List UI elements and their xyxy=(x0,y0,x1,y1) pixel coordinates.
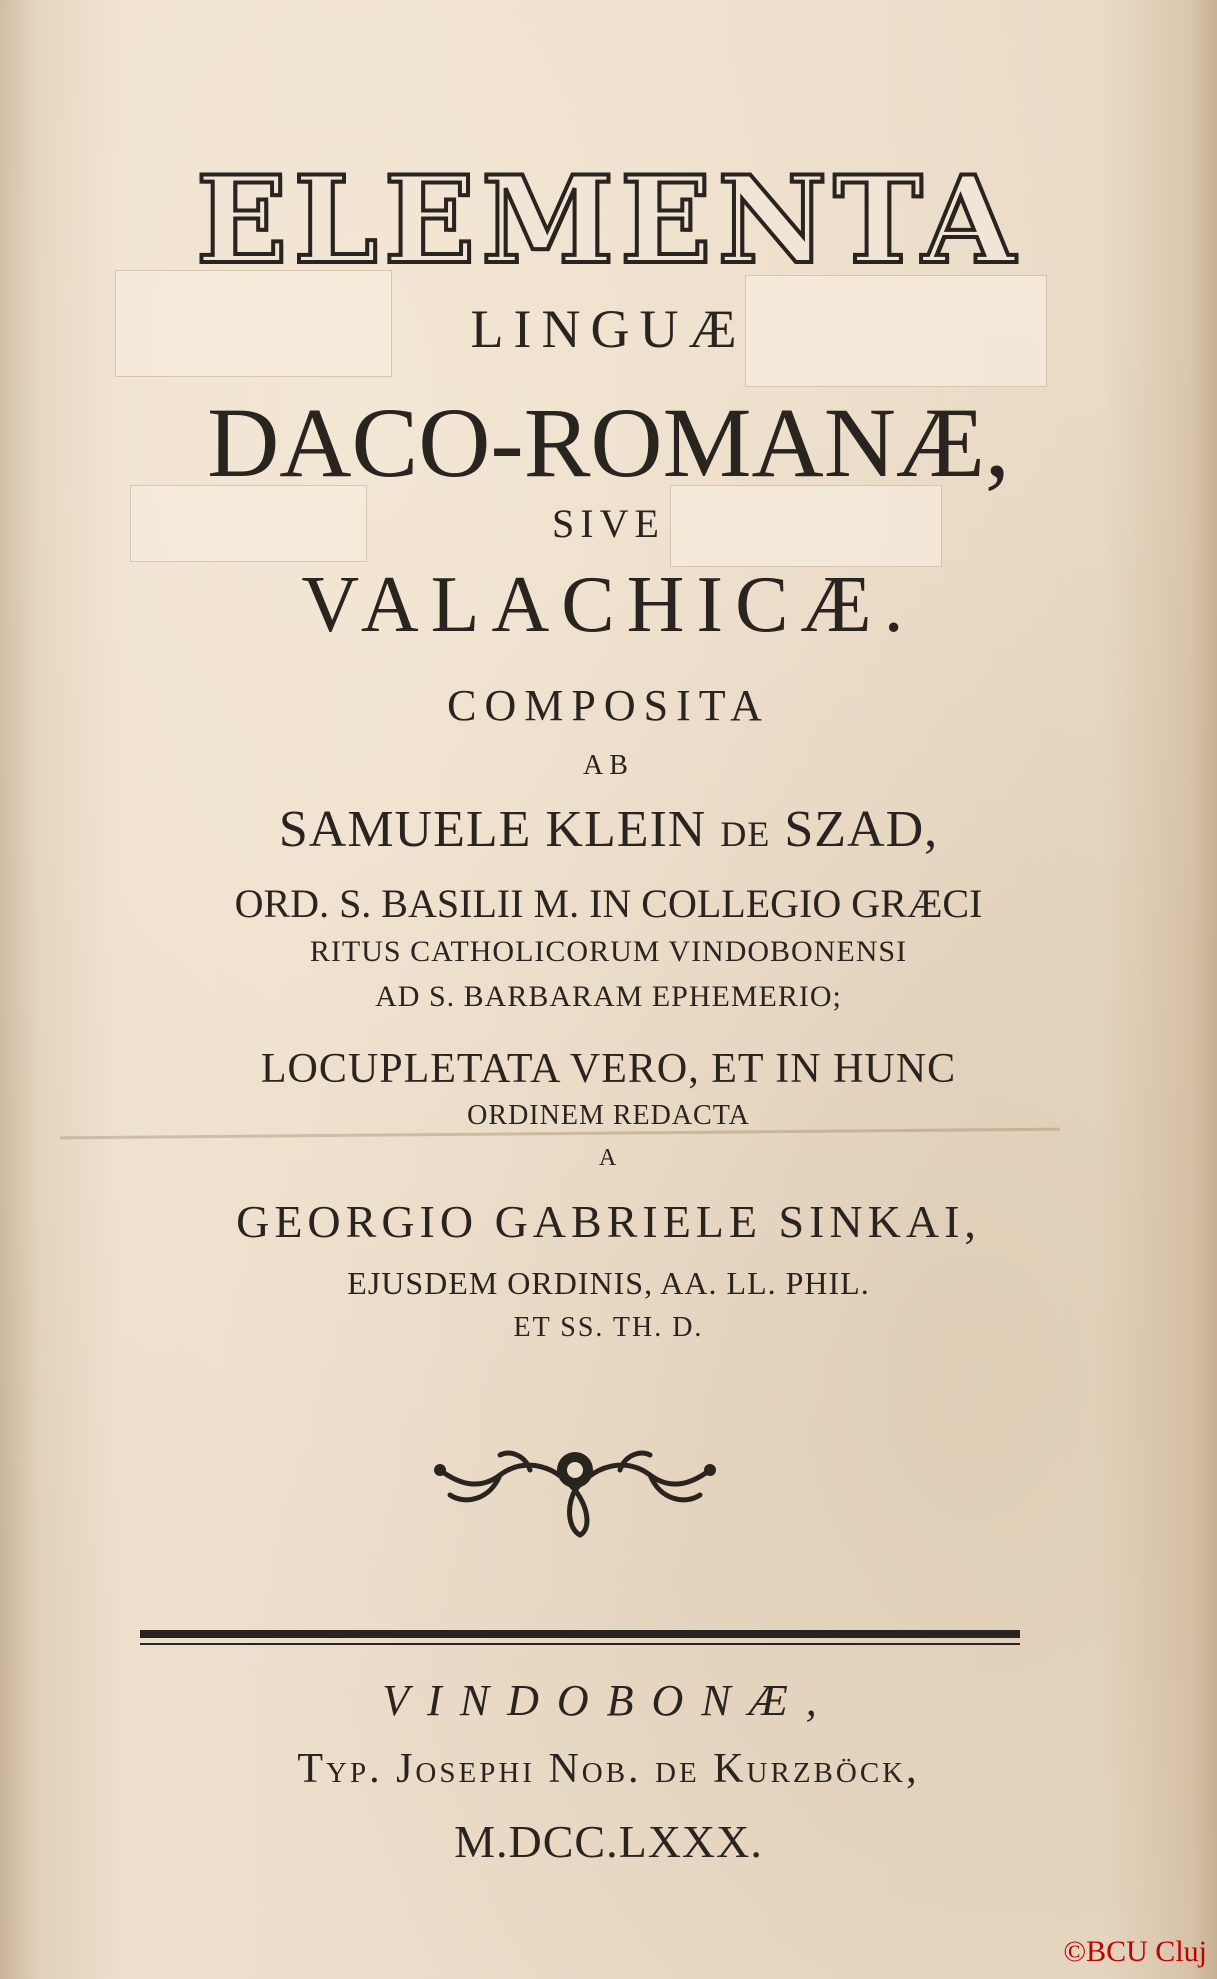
editor-line: GEORGIO GABRIELE SINKAI, xyxy=(236,1196,981,1247)
divider-rule-thin xyxy=(140,1643,1020,1645)
a-line: A xyxy=(598,1145,619,1171)
title-sive: SIVE xyxy=(552,501,665,546)
ab-line: AB xyxy=(583,750,634,781)
title-daco-romanae: DACO-ROMANÆ, xyxy=(207,387,1010,498)
locupletata-line: LOCUPLETATA VERO, ET IN HUNC xyxy=(260,1046,957,1092)
title-linguae: LINGUÆ xyxy=(470,299,747,359)
ordinem-line: ORDINEM REDACTA xyxy=(467,1100,750,1131)
author-szad: SZAD, xyxy=(784,801,939,858)
author-line xyxy=(0,800,1217,859)
composita-line: COMPOSITA xyxy=(447,681,770,730)
title-valachicae: VALACHICÆ. xyxy=(301,561,916,649)
imprint-year: M.DCC.LXXX. xyxy=(454,1816,763,1867)
copyright-watermark: ©BCU Cluj xyxy=(1063,1935,1207,1968)
ad-line: AD S. BARBARAM EPHEMERIO; xyxy=(375,980,842,1013)
author-de: DE xyxy=(720,814,771,854)
ejusdem-line: EJUSDEM ORDINIS, AA. LL. PHIL. xyxy=(347,1265,870,1301)
imprint-printer: Typ. Josephi Nob. de Kurzböck, xyxy=(297,1746,920,1792)
floral-vignette-icon xyxy=(410,1430,740,1540)
author-name: SAMUELE KLEIN xyxy=(278,801,707,858)
imprint-place: VINDOBONÆ, xyxy=(382,1676,835,1725)
title-elementa: ELEMENTA xyxy=(195,150,1022,291)
ord-line: ORD. S. BASILII M. IN COLLEGIO GRÆCI xyxy=(234,881,983,926)
divider-rule xyxy=(140,1630,1020,1638)
ritus-line: RITUS CATHOLICORUM VINDOBONENSI xyxy=(309,935,908,968)
degree-line: ET SS. TH. D. xyxy=(513,1312,704,1343)
